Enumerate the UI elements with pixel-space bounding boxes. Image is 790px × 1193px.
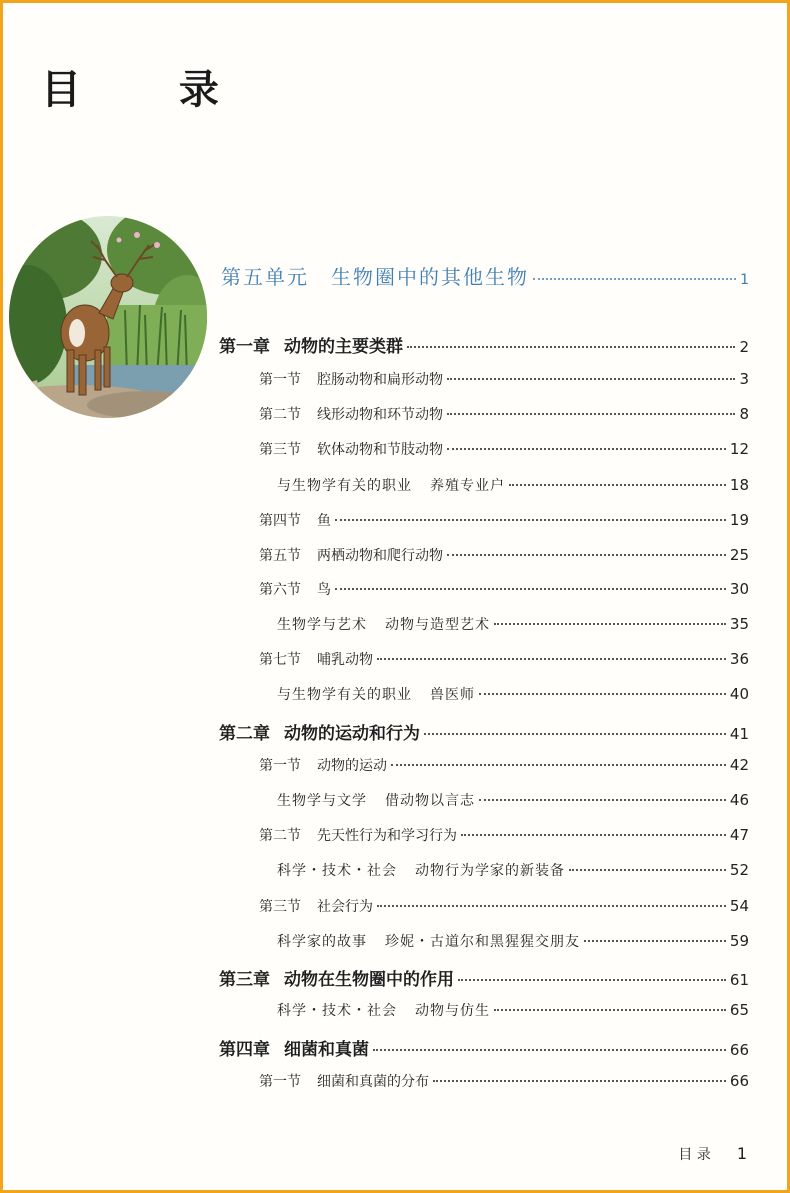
section-label: 第一节	[259, 372, 301, 388]
section-title: 先天性行为和学习行为	[317, 828, 457, 844]
section-title: 鱼	[317, 513, 331, 529]
extra-entry[interactable]	[277, 860, 749, 880]
leader-dots	[458, 979, 726, 981]
chapter-label: 第四章	[219, 1040, 270, 1060]
leader-dots	[569, 869, 726, 871]
extra-label: 与生物学有关的职业	[277, 687, 412, 703]
extra-title: 借动物以言志	[385, 793, 475, 809]
leader-dots	[424, 733, 726, 735]
page-number: 41	[729, 725, 749, 743]
leader-dots	[479, 693, 726, 695]
page-footer	[678, 1144, 747, 1164]
page-number: 47	[729, 826, 749, 844]
section-entry[interactable]	[259, 755, 749, 775]
extra-label: 生物学与文学	[277, 793, 367, 809]
extra-label: 生物学与艺术	[277, 617, 367, 633]
page-title: 目 录	[41, 67, 261, 113]
section-entry[interactable]	[259, 1071, 749, 1091]
unit-title: 生物圈中的其他生物	[331, 265, 529, 289]
chapter-entry[interactable]	[219, 965, 749, 990]
extra-entry[interactable]	[277, 614, 749, 634]
extra-title: 动物与仿生	[415, 1003, 490, 1019]
page-number: 25	[729, 546, 749, 564]
page-number: 18	[729, 476, 749, 494]
extra-title: 珍妮・古道尔和黑猩猩交朋友	[385, 934, 580, 950]
page-number: 36	[729, 650, 749, 668]
extra-entry[interactable]	[277, 790, 749, 810]
page-number: 12	[729, 440, 749, 458]
leader-dots	[461, 834, 726, 836]
section-title: 动物的运动	[317, 758, 387, 774]
section-title: 两栖动物和爬行动物	[317, 548, 443, 564]
deer-illustration	[7, 215, 209, 420]
section-title: 鸟	[317, 582, 331, 598]
leader-dots	[373, 1049, 726, 1051]
page-number: 35	[729, 615, 749, 633]
section-title: 软体动物和节肢动物	[317, 442, 443, 458]
extra-entry[interactable]	[277, 1000, 749, 1020]
leader-dots	[377, 658, 726, 660]
section-title: 腔肠动物和扁形动物	[317, 372, 443, 388]
page-number: 8	[739, 405, 749, 423]
section-entry[interactable]	[259, 369, 749, 389]
section-title: 线形动物和环节动物	[317, 407, 443, 423]
chapter-label: 第三章	[219, 970, 270, 990]
extra-label: 与生物学有关的职业	[277, 478, 412, 494]
section-label: 第一节	[259, 1074, 301, 1090]
extra-label: 科学・技术・社会	[277, 863, 397, 879]
leader-dots	[335, 519, 726, 521]
chapter-entry[interactable]	[219, 332, 749, 357]
page-number: 66	[729, 1041, 749, 1059]
page-number: 30	[729, 580, 749, 598]
section-label: 第二节	[259, 828, 301, 844]
leader-dots	[584, 940, 726, 942]
section-title: 哺乳动物	[317, 652, 373, 668]
section-entry[interactable]	[259, 545, 749, 565]
page-number: 42	[729, 756, 749, 774]
leader-dots	[494, 623, 726, 625]
leader-dots	[433, 1080, 726, 1082]
chapter-title: 动物的运动和行为	[284, 724, 420, 744]
section-label: 第三节	[259, 899, 301, 915]
extra-entry[interactable]	[277, 684, 749, 704]
extra-label: 科学・技术・社会	[277, 1003, 397, 1019]
chapter-label: 第二章	[219, 724, 270, 744]
page-number: 46	[729, 791, 749, 809]
chapter-title: 动物在生物圈中的作用	[284, 970, 454, 990]
leader-dots	[391, 764, 726, 766]
section-entry[interactable]	[259, 579, 749, 599]
leader-dots	[447, 554, 726, 556]
page-number: 54	[729, 897, 749, 915]
chapter-entry[interactable]	[219, 1035, 749, 1060]
chapter-label: 第一章	[219, 337, 270, 357]
extra-title: 兽医师	[430, 687, 475, 703]
page-number: 61	[729, 971, 749, 989]
page-number: 52	[729, 861, 749, 879]
section-label: 第五节	[259, 548, 301, 564]
section-title: 细菌和真菌的分布	[317, 1074, 429, 1090]
page-number: 65	[729, 1001, 749, 1019]
extra-entry[interactable]	[277, 475, 749, 495]
section-label: 第七节	[259, 652, 301, 668]
leader-dots	[407, 346, 735, 348]
page-number: 66	[729, 1072, 749, 1090]
section-label: 第六节	[259, 582, 301, 598]
section-label: 第一节	[259, 758, 301, 774]
leader-dots	[377, 905, 726, 907]
section-title: 社会行为	[317, 899, 373, 915]
extra-label: 科学家的故事	[277, 934, 367, 950]
section-entry[interactable]	[259, 896, 749, 916]
extra-title: 动物与造型艺术	[385, 617, 490, 633]
page-number: 2	[739, 338, 749, 356]
leader-dots	[509, 484, 726, 486]
page-number: 19	[729, 511, 749, 529]
unit-label: 第五单元	[221, 265, 309, 289]
section-entry[interactable]	[259, 510, 749, 530]
page-number: 59	[729, 932, 749, 950]
section-entry[interactable]	[259, 825, 749, 845]
unit-page: 1	[740, 272, 749, 288]
leader-dots	[335, 588, 726, 590]
leader-dots	[479, 799, 726, 801]
section-label: 第二节	[259, 407, 301, 423]
footer-label: 目 录	[678, 1147, 711, 1163]
page-number: 3	[739, 370, 749, 388]
extra-entry[interactable]	[277, 931, 749, 951]
section-label: 第四节	[259, 513, 301, 529]
leader-dots	[447, 413, 735, 415]
chapter-entry[interactable]	[219, 719, 749, 744]
page-number: 40	[729, 685, 749, 703]
extra-title: 养殖专业户	[430, 478, 505, 494]
extra-title: 动物行为学家的新装备	[415, 863, 565, 879]
section-entry[interactable]	[259, 439, 749, 459]
unit-entry[interactable]	[221, 261, 749, 290]
leader-dots	[447, 448, 726, 450]
leader-dots	[533, 278, 736, 280]
leader-dots	[494, 1009, 726, 1011]
section-entry[interactable]	[259, 404, 749, 424]
section-entry[interactable]	[259, 649, 749, 669]
chapter-title: 动物的主要类群	[284, 337, 403, 357]
leader-dots	[447, 378, 735, 380]
section-label: 第三节	[259, 442, 301, 458]
footer-page-number: 1	[736, 1144, 747, 1163]
chapter-title: 细菌和真菌	[284, 1040, 369, 1060]
